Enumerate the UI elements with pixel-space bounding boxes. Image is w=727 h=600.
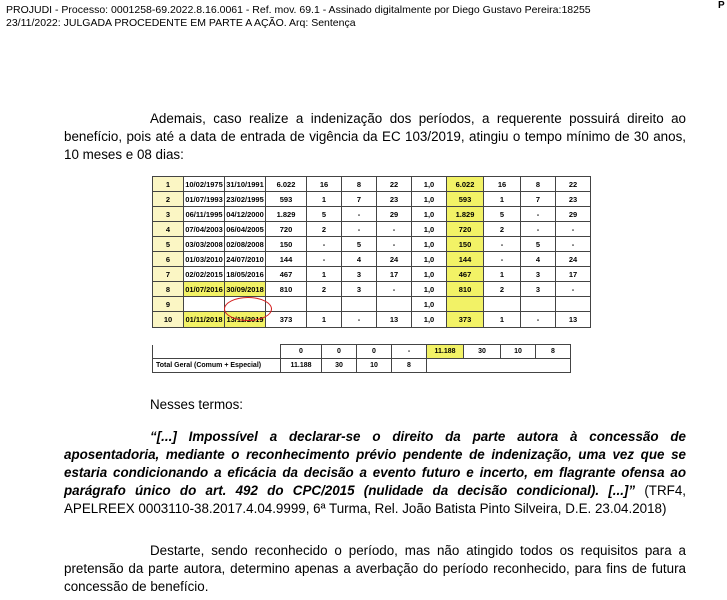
table-cell: - <box>556 222 591 237</box>
document-header-line1: PROJUDI - Processo: 0001258-69.2022.8.16.0061 - Ref. mov. 69.1 - Assinado digitalmente por Diego Gustavo Pereira:18255 <box>6 4 591 16</box>
paragraph-destarte: Destarte, sendo reconhecido o período, mas não atingido todos os requisitos para a pretensão da parte autora, determino apenas a averbação do período reconhecido, para fins de futura concessão de benefício. <box>64 543 686 594</box>
table-cell: 1,0 <box>412 192 447 207</box>
table-cell: 07/04/2003 <box>184 222 225 237</box>
totals-top-cell: 11.188 <box>427 345 464 359</box>
table-cell: 7 <box>342 192 377 207</box>
table-cell: 720 <box>447 222 484 237</box>
table-row <box>153 297 591 312</box>
totals-top-cell: 0 <box>322 345 357 359</box>
totals-bottom-blank <box>427 359 571 373</box>
contribution-table <box>152 176 591 328</box>
table-row <box>153 192 591 207</box>
table-cell: 2 <box>153 192 184 207</box>
document-header-line2: 23/11/2022: JULGADA PROCEDENTE EM PARTE A AÇÃO. Arq: Sentença <box>6 17 356 29</box>
table-cell: 1 <box>153 177 184 192</box>
table-cell: 29 <box>377 207 412 222</box>
table-cell: 4 <box>342 252 377 267</box>
table-cell: 1.829 <box>447 207 484 222</box>
table-cell: 1 <box>307 312 342 328</box>
table-cell: 10/02/1975 <box>184 177 225 192</box>
table-cell: 9 <box>153 297 184 312</box>
table-cell: 1,0 <box>412 237 447 252</box>
totals-table <box>152 344 571 373</box>
table-cell: 01/07/2016 <box>184 282 225 297</box>
table-cell: 6 <box>153 252 184 267</box>
totals-bottom-cell: 11.188 <box>281 359 322 373</box>
table-cell: - <box>521 312 556 328</box>
table-cell: 01/03/2010 <box>184 252 225 267</box>
table-cell: 150 <box>266 237 307 252</box>
totals-bottom-cell: 10 <box>357 359 392 373</box>
table-cell: 5 <box>307 207 342 222</box>
table-cell: 02/08/2008 <box>225 237 266 252</box>
table-cell: 04/12/2000 <box>225 207 266 222</box>
red-circle-annotation <box>224 297 272 321</box>
table-cell: 29 <box>556 207 591 222</box>
table-cell: 01/07/1993 <box>184 192 225 207</box>
totals-empty <box>153 345 281 359</box>
table-cell: 2 <box>307 222 342 237</box>
table-cell: 150 <box>447 237 484 252</box>
table-cell: 23/02/1995 <box>225 192 266 207</box>
table-cell: 1,0 <box>412 222 447 237</box>
table-cell: 23 <box>377 192 412 207</box>
table-cell: 2 <box>484 282 521 297</box>
table-cell: 17 <box>556 267 591 282</box>
table-cell: 18/05/2016 <box>225 267 266 282</box>
table-cell <box>377 297 412 312</box>
table-cell: 3 <box>521 267 556 282</box>
table-cell: 1,0 <box>412 207 447 222</box>
table-cell: 7 <box>153 267 184 282</box>
table-cell <box>447 297 484 312</box>
table-cell: 4 <box>153 222 184 237</box>
table-cell: 06/11/1995 <box>184 207 225 222</box>
table-cell: 5 <box>484 207 521 222</box>
table-cell: 13 <box>556 312 591 328</box>
table-row <box>153 282 591 297</box>
totals-top-cell: 30 <box>464 345 501 359</box>
table-cell: - <box>342 222 377 237</box>
table-cell: 1,0 <box>412 297 447 312</box>
table-cell: 1,0 <box>412 267 447 282</box>
totals-top-cell: - <box>392 345 427 359</box>
jurisprudence-quote <box>64 428 686 518</box>
table-cell: 24/07/2010 <box>225 252 266 267</box>
table-cell: 2 <box>307 282 342 297</box>
table-cell: 1.829 <box>266 207 307 222</box>
table-cell: 17 <box>377 267 412 282</box>
table-cell: 01/11/2018 <box>184 312 225 328</box>
page-corner-mark: P <box>718 0 725 11</box>
table-row <box>153 252 591 267</box>
table-cell: 24 <box>556 252 591 267</box>
table-cell: 5 <box>342 237 377 252</box>
table-cell: 5 <box>521 237 556 252</box>
table-cell: 03/03/2008 <box>184 237 225 252</box>
table-cell: 16 <box>307 177 342 192</box>
table-cell: 1 <box>484 192 521 207</box>
table-cell: - <box>377 282 412 297</box>
totals-top-cell: 8 <box>536 345 571 359</box>
table-cell: - <box>307 237 342 252</box>
table-cell: 13 <box>377 312 412 328</box>
table-cell <box>307 297 342 312</box>
table-cell: 23 <box>556 192 591 207</box>
table-cell <box>184 297 225 312</box>
table-cell: 3 <box>521 282 556 297</box>
table-cell: 7 <box>521 192 556 207</box>
table-cell: - <box>484 252 521 267</box>
table-cell: - <box>556 237 591 252</box>
totals-bottom-cell: 30 <box>322 359 357 373</box>
table-cell: - <box>521 207 556 222</box>
table-cell: 373 <box>447 312 484 328</box>
table-cell: - <box>521 222 556 237</box>
table-cell: 8 <box>153 282 184 297</box>
table-cell: 1,0 <box>412 282 447 297</box>
table-cell: 22 <box>556 177 591 192</box>
table-row <box>153 177 591 192</box>
table-cell: 8 <box>521 177 556 192</box>
paragraph-nesses-termos: Nesses termos: <box>150 397 244 412</box>
table-cell: 1 <box>484 312 521 328</box>
table-cell: 720 <box>266 222 307 237</box>
table-cell: 02/02/2015 <box>184 267 225 282</box>
table-cell: 31/10/1991 <box>225 177 266 192</box>
table-cell: 144 <box>266 252 307 267</box>
totals-top-cell: 0 <box>281 345 322 359</box>
table-cell: - <box>556 282 591 297</box>
quote-text: “[...] Impossível a declarar-se o direito da parte autora à concessão de aposentadoria, mediante o reconhecimento prévio pendente de indenização, uma vez que se estaria condicionando a eficácia da decisão a evento futuro e incerto, em flagrante ofensa ao parágrafo único do art. 492 do CPC/2015 (nulidade da decisão condicional). [...]” <box>64 429 686 498</box>
table-cell <box>521 297 556 312</box>
totals-top-cell: 0 <box>357 345 392 359</box>
table-cell: 2 <box>484 222 521 237</box>
table-cell: 373 <box>266 312 307 328</box>
table-cell: 1,0 <box>412 312 447 328</box>
table-cell: 467 <box>447 267 484 282</box>
table-cell: 1 <box>307 192 342 207</box>
table-cell: 6.022 <box>447 177 484 192</box>
totals-top-cell: 10 <box>501 345 536 359</box>
table-row <box>153 207 591 222</box>
table-cell: - <box>377 222 412 237</box>
table-cell: 24 <box>377 252 412 267</box>
table-cell: 5 <box>153 237 184 252</box>
table-cell: 22 <box>377 177 412 192</box>
table-cell <box>556 297 591 312</box>
paragraph-indenizacao: Ademais, caso realize a indenização dos períodos, a requerente possuirá direito ao benefício, pois até a data de entrada de vigência da EC 103/2019, atingiu o tempo mínimo de 30 anos, 10 meses e 08 dias: <box>64 111 686 162</box>
table-cell: 4 <box>521 252 556 267</box>
table-cell: - <box>342 312 377 328</box>
table-cell: 16 <box>484 177 521 192</box>
table-cell: - <box>342 207 377 222</box>
table-cell: 1,0 <box>412 177 447 192</box>
table-cell: 06/04/2005 <box>225 222 266 237</box>
table-cell: 810 <box>447 282 484 297</box>
table-cell: 8 <box>342 177 377 192</box>
table-cell: 10 <box>153 312 184 328</box>
table-row <box>153 267 591 282</box>
table-cell: - <box>484 237 521 252</box>
table-cell: 467 <box>266 267 307 282</box>
table-cell: - <box>307 252 342 267</box>
table-cell: 6.022 <box>266 177 307 192</box>
table-cell: 3 <box>153 207 184 222</box>
table-row <box>153 237 591 252</box>
table-cell: 593 <box>447 192 484 207</box>
table-cell: 3 <box>342 282 377 297</box>
table-row <box>153 312 591 328</box>
table-cell: - <box>377 237 412 252</box>
table-cell: 593 <box>266 192 307 207</box>
table-cell: 1 <box>307 267 342 282</box>
quote-reference: (TRF4, APELREEX 0003110-38.2017.4.04.9999, 6ª Turma, Rel. João Batista Pinto Silveira, D.E. 23.04.2018) <box>64 483 686 516</box>
table-cell: 1 <box>484 267 521 282</box>
table-cell: 30/09/2018 <box>225 282 266 297</box>
table-cell: 13/11/2019 <box>225 312 266 328</box>
table-row <box>153 222 591 237</box>
table-cell <box>484 297 521 312</box>
table-cell: 810 <box>266 282 307 297</box>
table-cell: 1,0 <box>412 252 447 267</box>
table-cell <box>342 297 377 312</box>
totals-bottom-cell: 8 <box>392 359 427 373</box>
table-cell: 3 <box>342 267 377 282</box>
totals-label: Total Geral (Comum + Especial) <box>153 359 281 373</box>
table-cell: 144 <box>447 252 484 267</box>
